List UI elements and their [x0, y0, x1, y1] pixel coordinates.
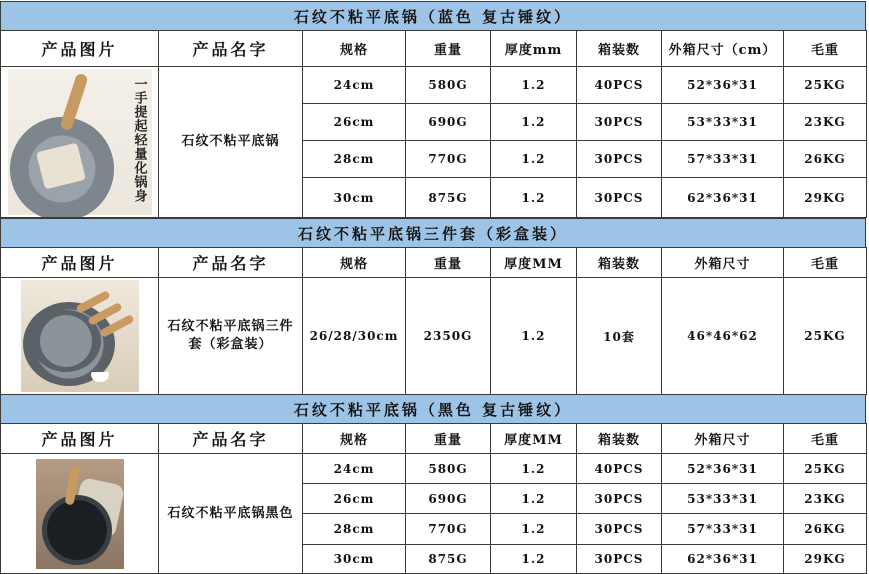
gross-cell: 23KG [784, 484, 867, 514]
product-name: 石纹不粘平底锅黑色 [159, 454, 303, 574]
gross-cell: 25KG [784, 67, 867, 104]
section-title-text: 石纹不粘平底锅（黑色 复古锤纹） [293, 400, 573, 419]
gross-cell: 25KG [784, 278, 867, 395]
weight-cell: 690G [406, 104, 491, 141]
header-carton-size: 外箱尺寸 [662, 248, 784, 278]
spec-cell: 28cm [303, 514, 406, 545]
product-photo-blue [1, 67, 159, 218]
spec-cell: 24cm [303, 454, 406, 484]
size-cell: 62*36*31 [662, 178, 784, 218]
size-cell: 53*33*31 [662, 104, 784, 141]
qty-cell: 10套 [577, 278, 662, 395]
gross-cell: 23KG [784, 104, 867, 141]
product-name: 石纹不粘平底锅三件套（彩盒装） [159, 278, 303, 395]
header-carton-qty: 箱装数 [577, 31, 662, 67]
header-gross-weight: 毛重 [784, 31, 867, 67]
size-cell: 53*33*31 [662, 484, 784, 514]
weight-cell: 875G [406, 178, 491, 218]
qty-cell: 40PCS [577, 454, 662, 484]
table-row [1, 67, 867, 104]
qty-cell: 30PCS [577, 178, 662, 218]
header-carton-qty: 箱装数 [577, 248, 662, 278]
qty-cell: 30PCS [577, 545, 662, 574]
header-row [1, 424, 867, 454]
weight-cell: 875G [406, 545, 491, 574]
weight-cell: 770G [406, 514, 491, 545]
size-cell: 52*36*31 [662, 454, 784, 484]
qty-cell: 30PCS [577, 484, 662, 514]
thickness-cell: 1.2 [491, 278, 577, 395]
header-row [1, 248, 867, 278]
section-title-black [0, 394, 866, 424]
header-spec: 规格 [303, 31, 406, 67]
header-image: 产品图片 [1, 248, 159, 278]
header-name: 产品名字 [159, 31, 303, 67]
pan-image [8, 69, 152, 215]
header-carton-qty: 箱装数 [577, 424, 662, 454]
thickness-cell: 1.2 [491, 484, 577, 514]
header-thickness: 厚度MM [491, 248, 577, 278]
size-cell: 57*33*31 [662, 514, 784, 545]
product-photo-black [1, 454, 159, 574]
pan-set-image [21, 280, 139, 392]
thickness-cell: 1.2 [491, 141, 577, 178]
header-image: 产品图片 [1, 424, 159, 454]
thickness-cell: 1.2 [491, 104, 577, 141]
spec-cell: 30cm [303, 178, 406, 218]
header-weight: 重量 [406, 248, 491, 278]
weight-cell: 770G [406, 141, 491, 178]
thickness-cell: 1.2 [491, 514, 577, 545]
photo-caption: 一手提起轻量化锅身 [131, 77, 147, 203]
header-carton-size: 外箱尺寸 [662, 424, 784, 454]
header-row [1, 31, 867, 67]
spec-cell: 30cm [303, 545, 406, 574]
weight-cell: 580G [406, 67, 491, 104]
table-row [1, 454, 867, 484]
table-row [1, 278, 867, 395]
gross-cell: 26KG [784, 514, 867, 545]
spec-cell: 24cm [303, 67, 406, 104]
spec-cell: 26cm [303, 484, 406, 514]
gross-cell: 25KG [784, 454, 867, 484]
section-title-text: 石纹不粘平底锅三件套（彩盒装） [297, 224, 568, 243]
weight-cell: 580G [406, 454, 491, 484]
header-name: 产品名字 [159, 424, 303, 454]
section-title-set [0, 218, 866, 248]
qty-cell: 30PCS [577, 141, 662, 178]
size-cell: 46*46*62 [662, 278, 784, 395]
gross-cell: 29KG [784, 545, 867, 574]
header-name: 产品名字 [159, 248, 303, 278]
section-title-text: 石纹不粘平底锅（蓝色 复古锤纹） [293, 7, 573, 26]
header-gross-weight: 毛重 [784, 248, 867, 278]
qty-cell: 30PCS [577, 104, 662, 141]
product-photo-set [1, 278, 159, 395]
table-set [0, 247, 867, 395]
thickness-cell: 1.2 [491, 454, 577, 484]
product-name: 石纹不粘平底锅 [159, 67, 303, 218]
spec-cell: 28cm [303, 141, 406, 178]
weight-cell: 690G [406, 484, 491, 514]
header-spec: 规格 [303, 248, 406, 278]
size-cell: 62*36*31 [662, 545, 784, 574]
size-cell: 57*33*31 [662, 141, 784, 178]
spec-cell: 26/28/30cm [303, 278, 406, 395]
black-pan-image [36, 459, 124, 569]
qty-cell: 30PCS [577, 514, 662, 545]
header-weight: 重量 [406, 424, 491, 454]
header-carton-size: 外箱尺寸（cm） [662, 31, 784, 67]
thickness-cell: 1.2 [491, 67, 577, 104]
header-weight: 重量 [406, 31, 491, 67]
header-gross-weight: 毛重 [784, 424, 867, 454]
section-title-blue [0, 1, 866, 31]
spec-cell: 26cm [303, 104, 406, 141]
table-blue [0, 30, 867, 218]
header-thickness: 厚度mm [491, 31, 577, 67]
thickness-cell: 1.2 [491, 545, 577, 574]
table-black [0, 423, 867, 574]
header-image: 产品图片 [1, 31, 159, 67]
header-spec: 规格 [303, 424, 406, 454]
gross-cell: 29KG [784, 178, 867, 218]
header-thickness: 厚度MM [491, 424, 577, 454]
thickness-cell: 1.2 [491, 178, 577, 218]
gross-cell: 26KG [784, 141, 867, 178]
qty-cell: 40PCS [577, 67, 662, 104]
size-cell: 52*36*31 [662, 67, 784, 104]
weight-cell: 2350G [406, 278, 491, 395]
